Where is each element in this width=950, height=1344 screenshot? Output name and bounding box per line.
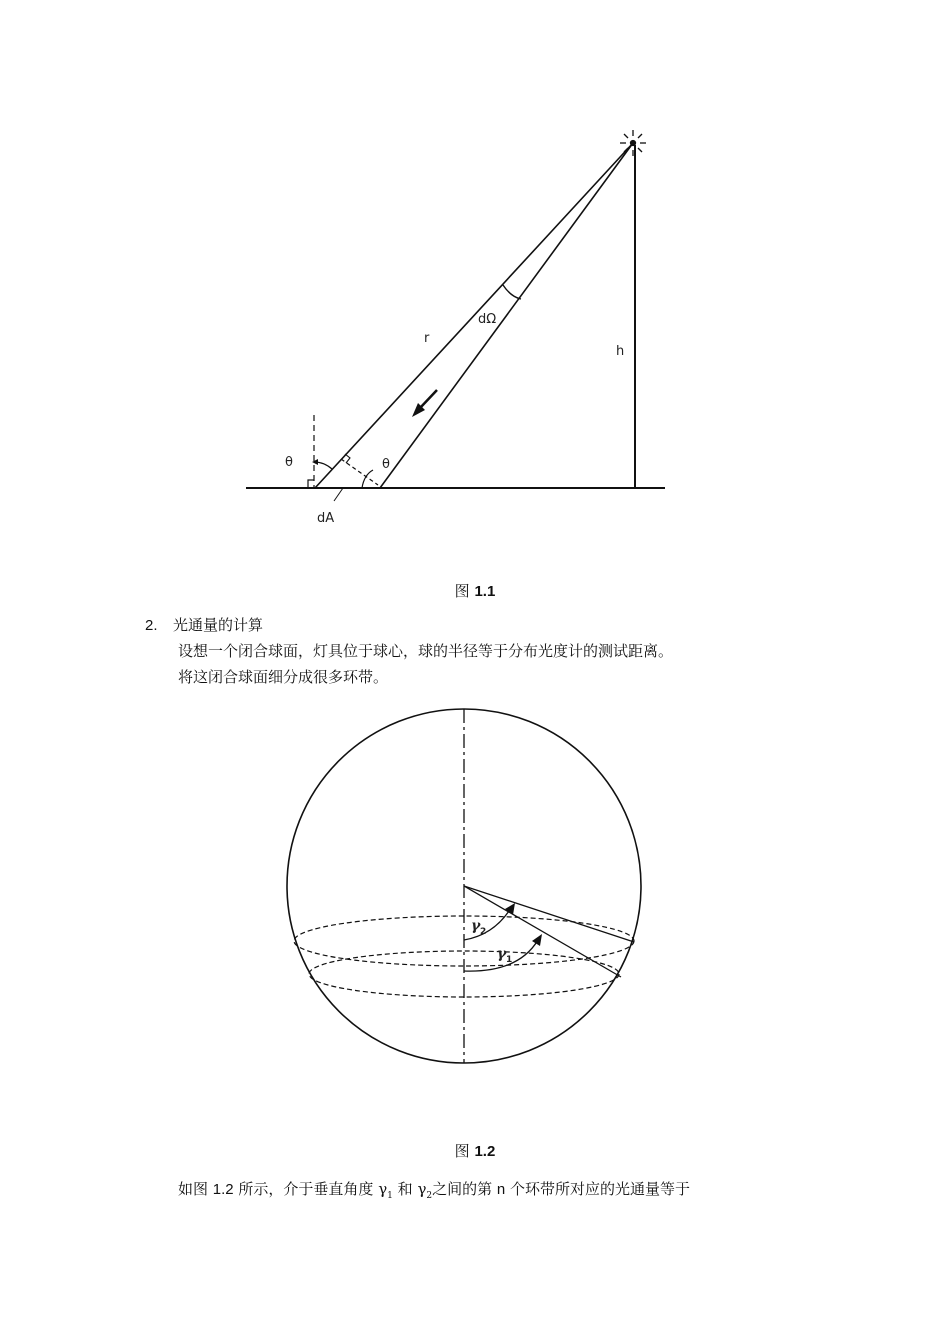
figure-1-2-caption <box>0 1140 950 1161</box>
caption-prefix: 图 <box>454 1142 470 1160</box>
section-number: 2. <box>145 617 158 634</box>
figure-1-1 <box>228 125 698 530</box>
label-dA: dA <box>317 511 335 526</box>
section-heading <box>145 614 263 635</box>
label-h: h <box>616 344 625 359</box>
label-r: r <box>424 331 430 346</box>
label-gamma2: γ <box>471 918 481 934</box>
final-paragraph: 如图 1.2 所示，介于垂直角度 $\gamma_1$ 和 $\gamma_2$之间的第 n 个环带所对应的光通量等于 <box>178 1180 691 1201</box>
figure-1-2 <box>228 705 690 1075</box>
label-gamma1-sub: 1 <box>506 955 513 965</box>
caption-number: 1.1 <box>474 583 496 600</box>
label-domega: dΩ <box>478 312 497 327</box>
label-gamma2-sub: 2 <box>480 927 487 937</box>
caption-prefix: 图 <box>454 582 470 600</box>
figure-1-1-caption <box>0 580 950 601</box>
section-title: 光通量的计算 <box>173 616 264 634</box>
section-paragraph-1: 设想一个闭合球面，灯具位于球心，球的半径等于分布光度计的测试距离。 <box>178 642 674 660</box>
label-gamma1: γ <box>497 946 507 962</box>
label-theta-left: θ <box>285 455 293 470</box>
figure-1-2-drawing <box>228 705 690 1075</box>
label-theta-right: θ <box>382 457 390 472</box>
caption-number: 1.2 <box>474 1143 496 1160</box>
figure-1-1-drawing <box>228 125 698 530</box>
section-paragraph-2: 将这闭合球面细分成很多环带。 <box>178 668 389 686</box>
